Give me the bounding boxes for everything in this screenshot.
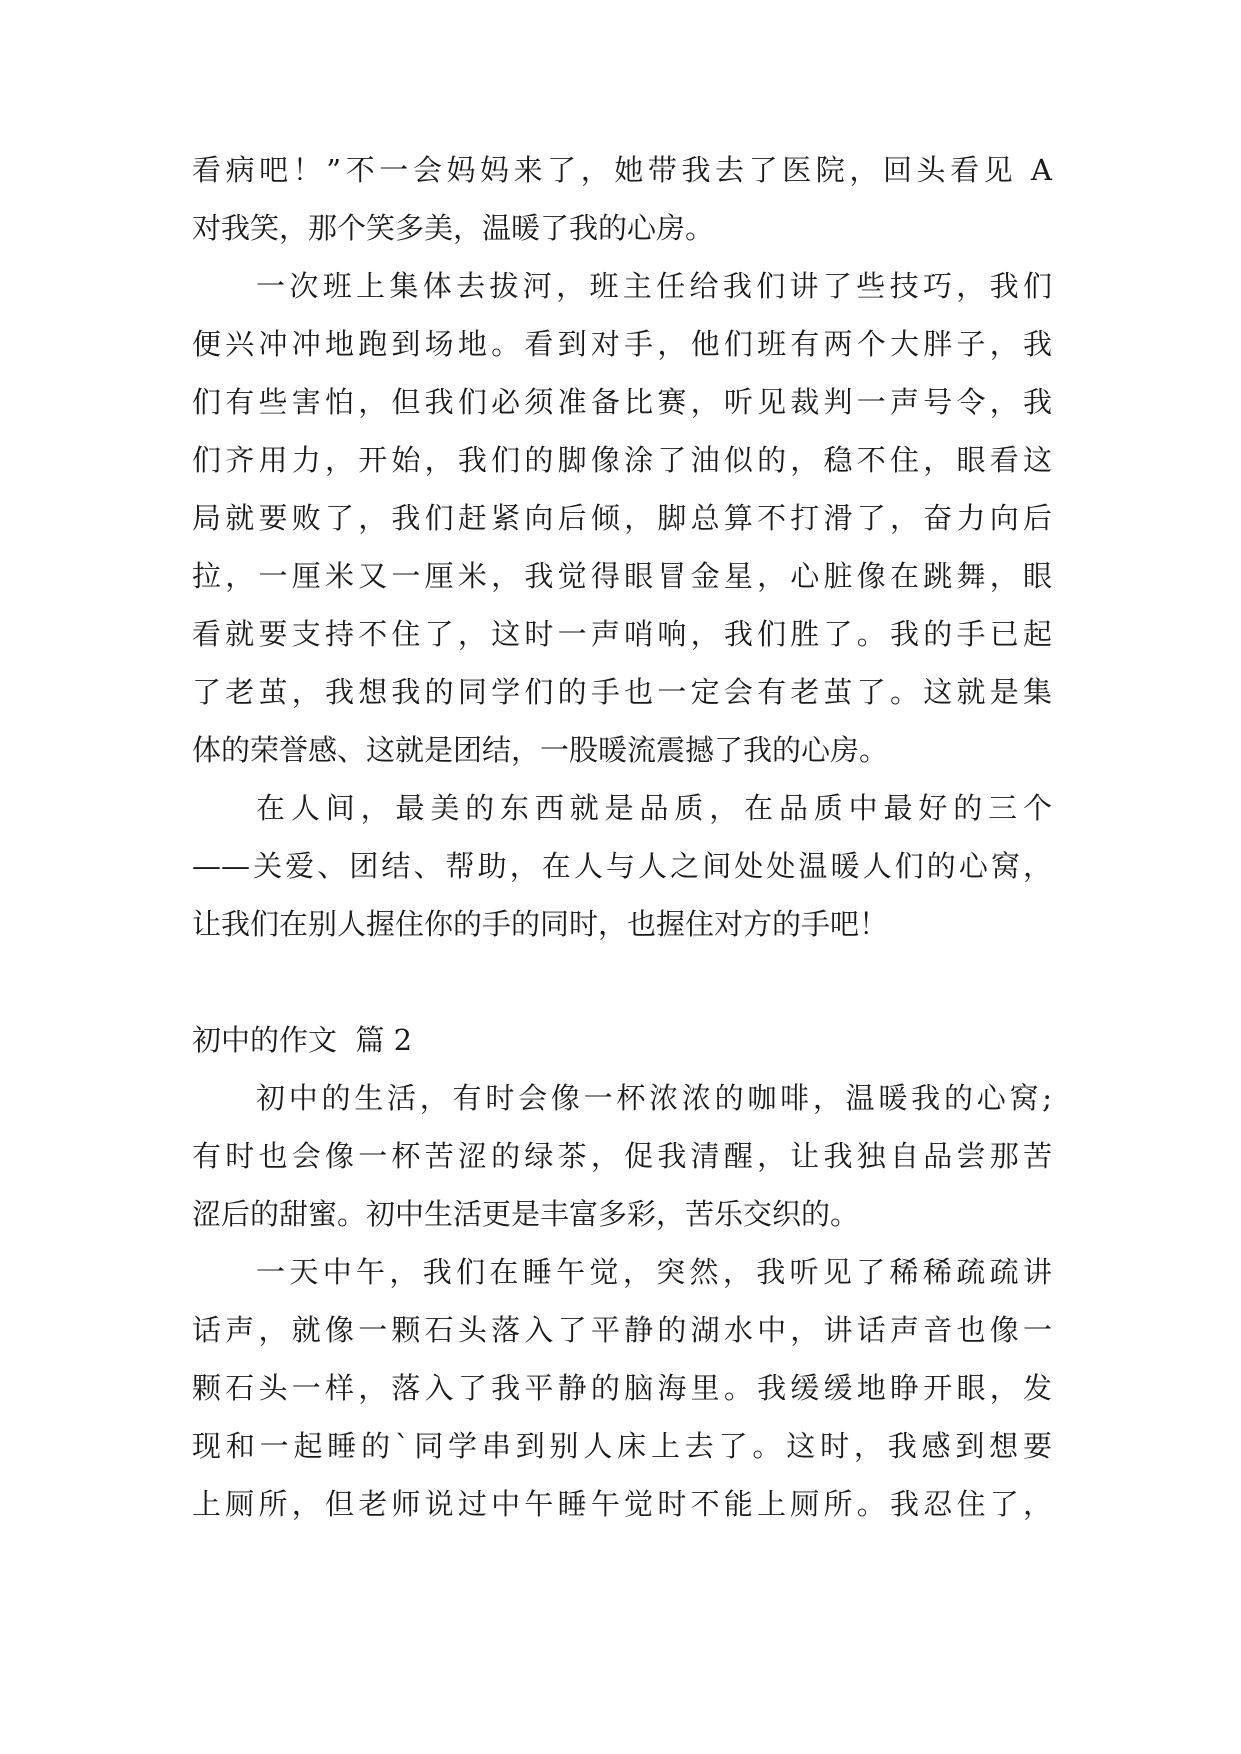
section-heading: 初中的作文 篇 2 (192, 1023, 413, 1057)
text-line: 了老茧，我想我的同学们的手也一定会有老茧了。这就是集 (192, 675, 1052, 709)
text-line: 便兴冲冲地跑到场地。看到对手，他们班有两个大胖子，我 (192, 327, 1052, 361)
text-line: 对我笑，那个笑多美，温暖了我的心房。 (192, 211, 715, 245)
text-line: 看就要支持不住了，这时一声哨响，我们胜了。我的手已起 (192, 617, 1052, 651)
text-line: 让我们在别人握住你的手的同时，也握住对方的手吧！ (192, 907, 889, 941)
text-line: 现和一起睡的`同学串到别人床上去了。这时，我感到想要 (192, 1429, 1052, 1463)
text-line: ——关爱、团结、帮助，在人与人之间处处温暖人们的心窝， (192, 849, 1052, 883)
text-line: 局就要败了，我们赶紧向后倾，脚总算不打滑了，奋力向后 (192, 501, 1052, 535)
paragraph-first-line: 一次班上集体去拔河，班主任给我们讲了些技巧，我们 (256, 269, 1052, 303)
text-line: 颗石头一样，落入了我平静的脑海里。我缓缓地睁开眼，发 (192, 1371, 1052, 1405)
text-line: 上厕所，但老师说过中午睡午觉时不能上厕所。我忍住了， (192, 1487, 1052, 1521)
text-line: 体的荣誉感、这就是团结，一股暖流震撼了我的心房。 (192, 733, 889, 767)
text-line: 有时也会像一杯苦涩的绿茶，促我清醒，让我独自品尝那苦 (192, 1139, 1052, 1173)
text-line: 拉，一厘米又一厘米，我觉得眼冒金星，心脏像在跳舞，眼 (192, 559, 1052, 593)
text-line: 们有些害怕，但我们必须准备比赛，听见裁判一声号令，我 (192, 385, 1052, 419)
paragraph-first-line: 初中的生活，有时会像一杯浓浓的咖啡，温暖我的心窝; (256, 1081, 1052, 1115)
paragraph-first-line: 在人间，最美的东西就是品质，在品质中最好的三个 (256, 791, 1052, 825)
paragraph-first-line: 一天中午，我们在睡午觉，突然，我听见了稀稀疏疏讲 (256, 1255, 1052, 1289)
text-line: 们齐用力，开始，我们的脚像涂了油似的，稳不住，眼看这 (192, 443, 1052, 477)
text-line: 话声，就像一颗石头落入了平静的湖水中，讲话声音也像一 (192, 1313, 1052, 1347)
text-line: 涩后的甜蜜。初中生活更是丰富多彩，苦乐交织的。 (192, 1197, 860, 1231)
text-line: 看病吧！”不一会妈妈来了，她带我去了医院，回头看见 A (192, 153, 1052, 187)
